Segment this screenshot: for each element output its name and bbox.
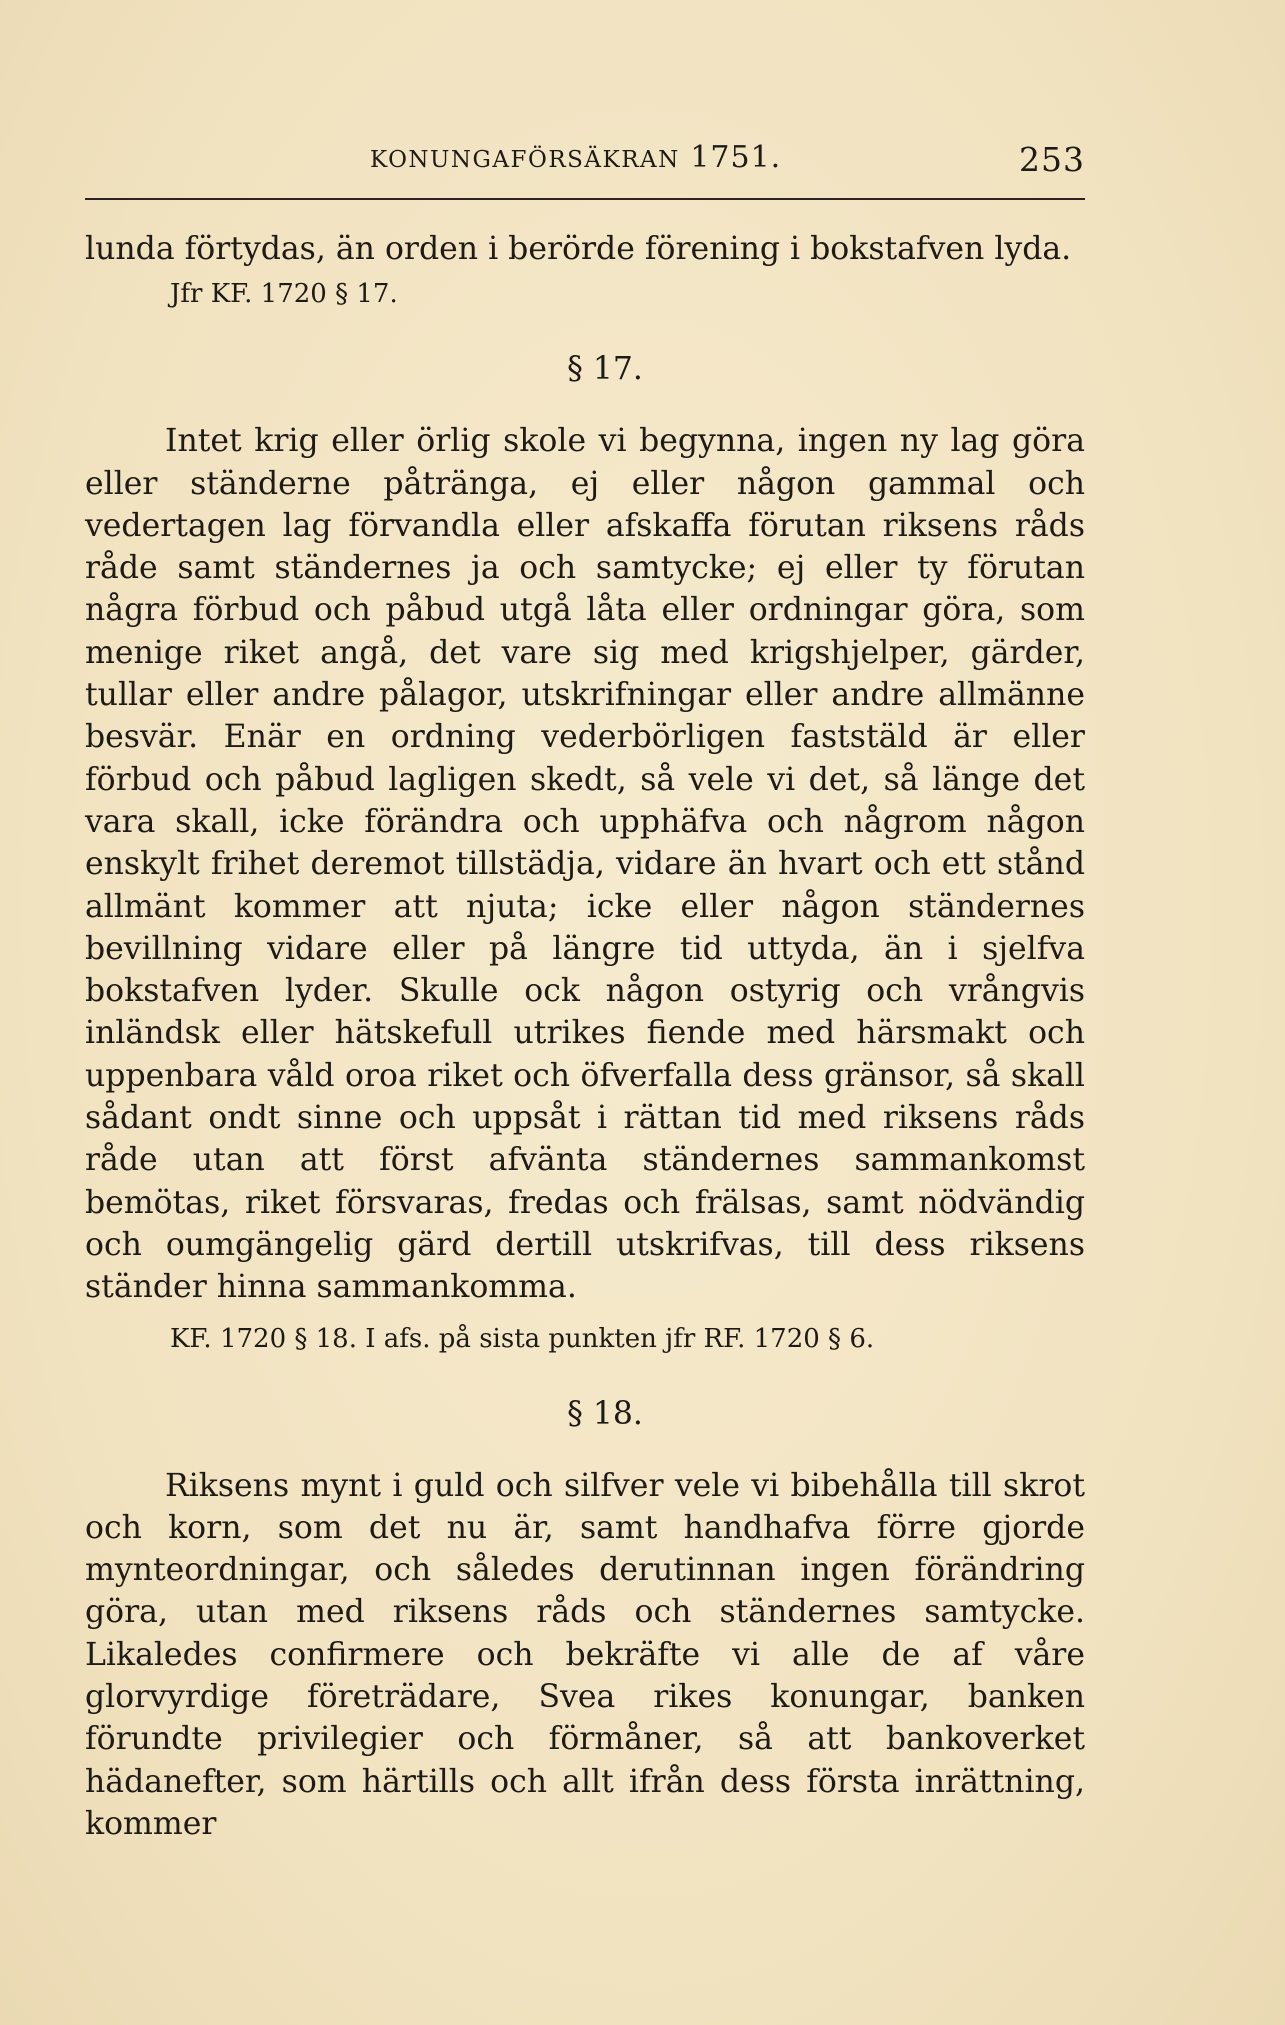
running-header: [85, 140, 1085, 180]
section-heading-17: § 17.: [567, 351, 643, 388]
running-title: [370, 140, 781, 175]
paragraph-section-17: Intet krig eller örlig skole vi begynna, ingen ny lag göra eller ständerne påtränga, ej eller någon gammal och vedertagen lag förvandla eller afskaffa förutan riksens råds råde samt ständernes ja och samtycke; ej eller ty förutan några förbud och påbud utgå låta eller ordningar göra, som menige riket angå, det vare sig med krigshjelper, gärder, tullar eller andre pålagor, utskrifningar eller andre allmänne besvär. Enär en ordning vederbörligen faststäld är eller förbud och påbud lagligen skedt, så vele vi det, så länge det vara skall, icke förändra och upphäfva och någrom någon enskylt frihet deremot tillstädja, vidare än hvart och ett stånd allmänt kommer att njuta; icke eller någon ständernes bevillning vidare eller på längre tid uttyda, än i sjelfva bokstafven lyder. Skulle ock någon ostyrig och vrångvis inländsk eller hätskefull utrikes fiende med härsmakt och uppenbara våld oroa riket och öfverfalla dess gränsor, så skall sådant ondt sinne och uppsåt i rättan tid med riksens råds råde utan att först afvänta ständernes sammankomst bemötas, riket försvaras, fredas och frälsas, samt nödvändig och oumgängelig gärd dertill utskrifvas, till dess riksens ständer hinna sammankomma.: [85, 423, 1085, 1306]
page-body: [85, 228, 1085, 1845]
page-number: 253: [1019, 140, 1085, 179]
paragraph-continuation: lunda förtydas, än orden i berörde förening i bokstafven lyda.: [85, 231, 1072, 267]
cross-reference: KF. 1720 § 18. I afs. på sista punkten jfr RF. 1720 § 6.: [170, 1323, 875, 1354]
running-title-prefix: KONUNGAFÖRSÄKRAN: [370, 147, 680, 173]
section-heading-18: § 18.: [567, 1395, 643, 1432]
running-title-year: 1751.: [690, 140, 782, 175]
header-rule: [85, 198, 1085, 200]
cross-reference: Jfr KF. 1720 § 17.: [170, 279, 398, 310]
paragraph-section-18: Riksens mynt i guld och silfver vele vi bibehålla till skrot och korn, som det nu är, samt handhafva förre gjorde mynteordningar, och således derutinnan ingen förändring göra, utan med riksens råds och ständernes samtycke. Likaledes confirmere och bekräfte vi alle de af våre glorvyrdige företrädare, Svea rikes konungar, banken förundte privilegier och förmåner, så att bankoverket hädanefter, som härtills och allt ifrån dess första inrättning, kommer: [85, 1467, 1085, 1842]
